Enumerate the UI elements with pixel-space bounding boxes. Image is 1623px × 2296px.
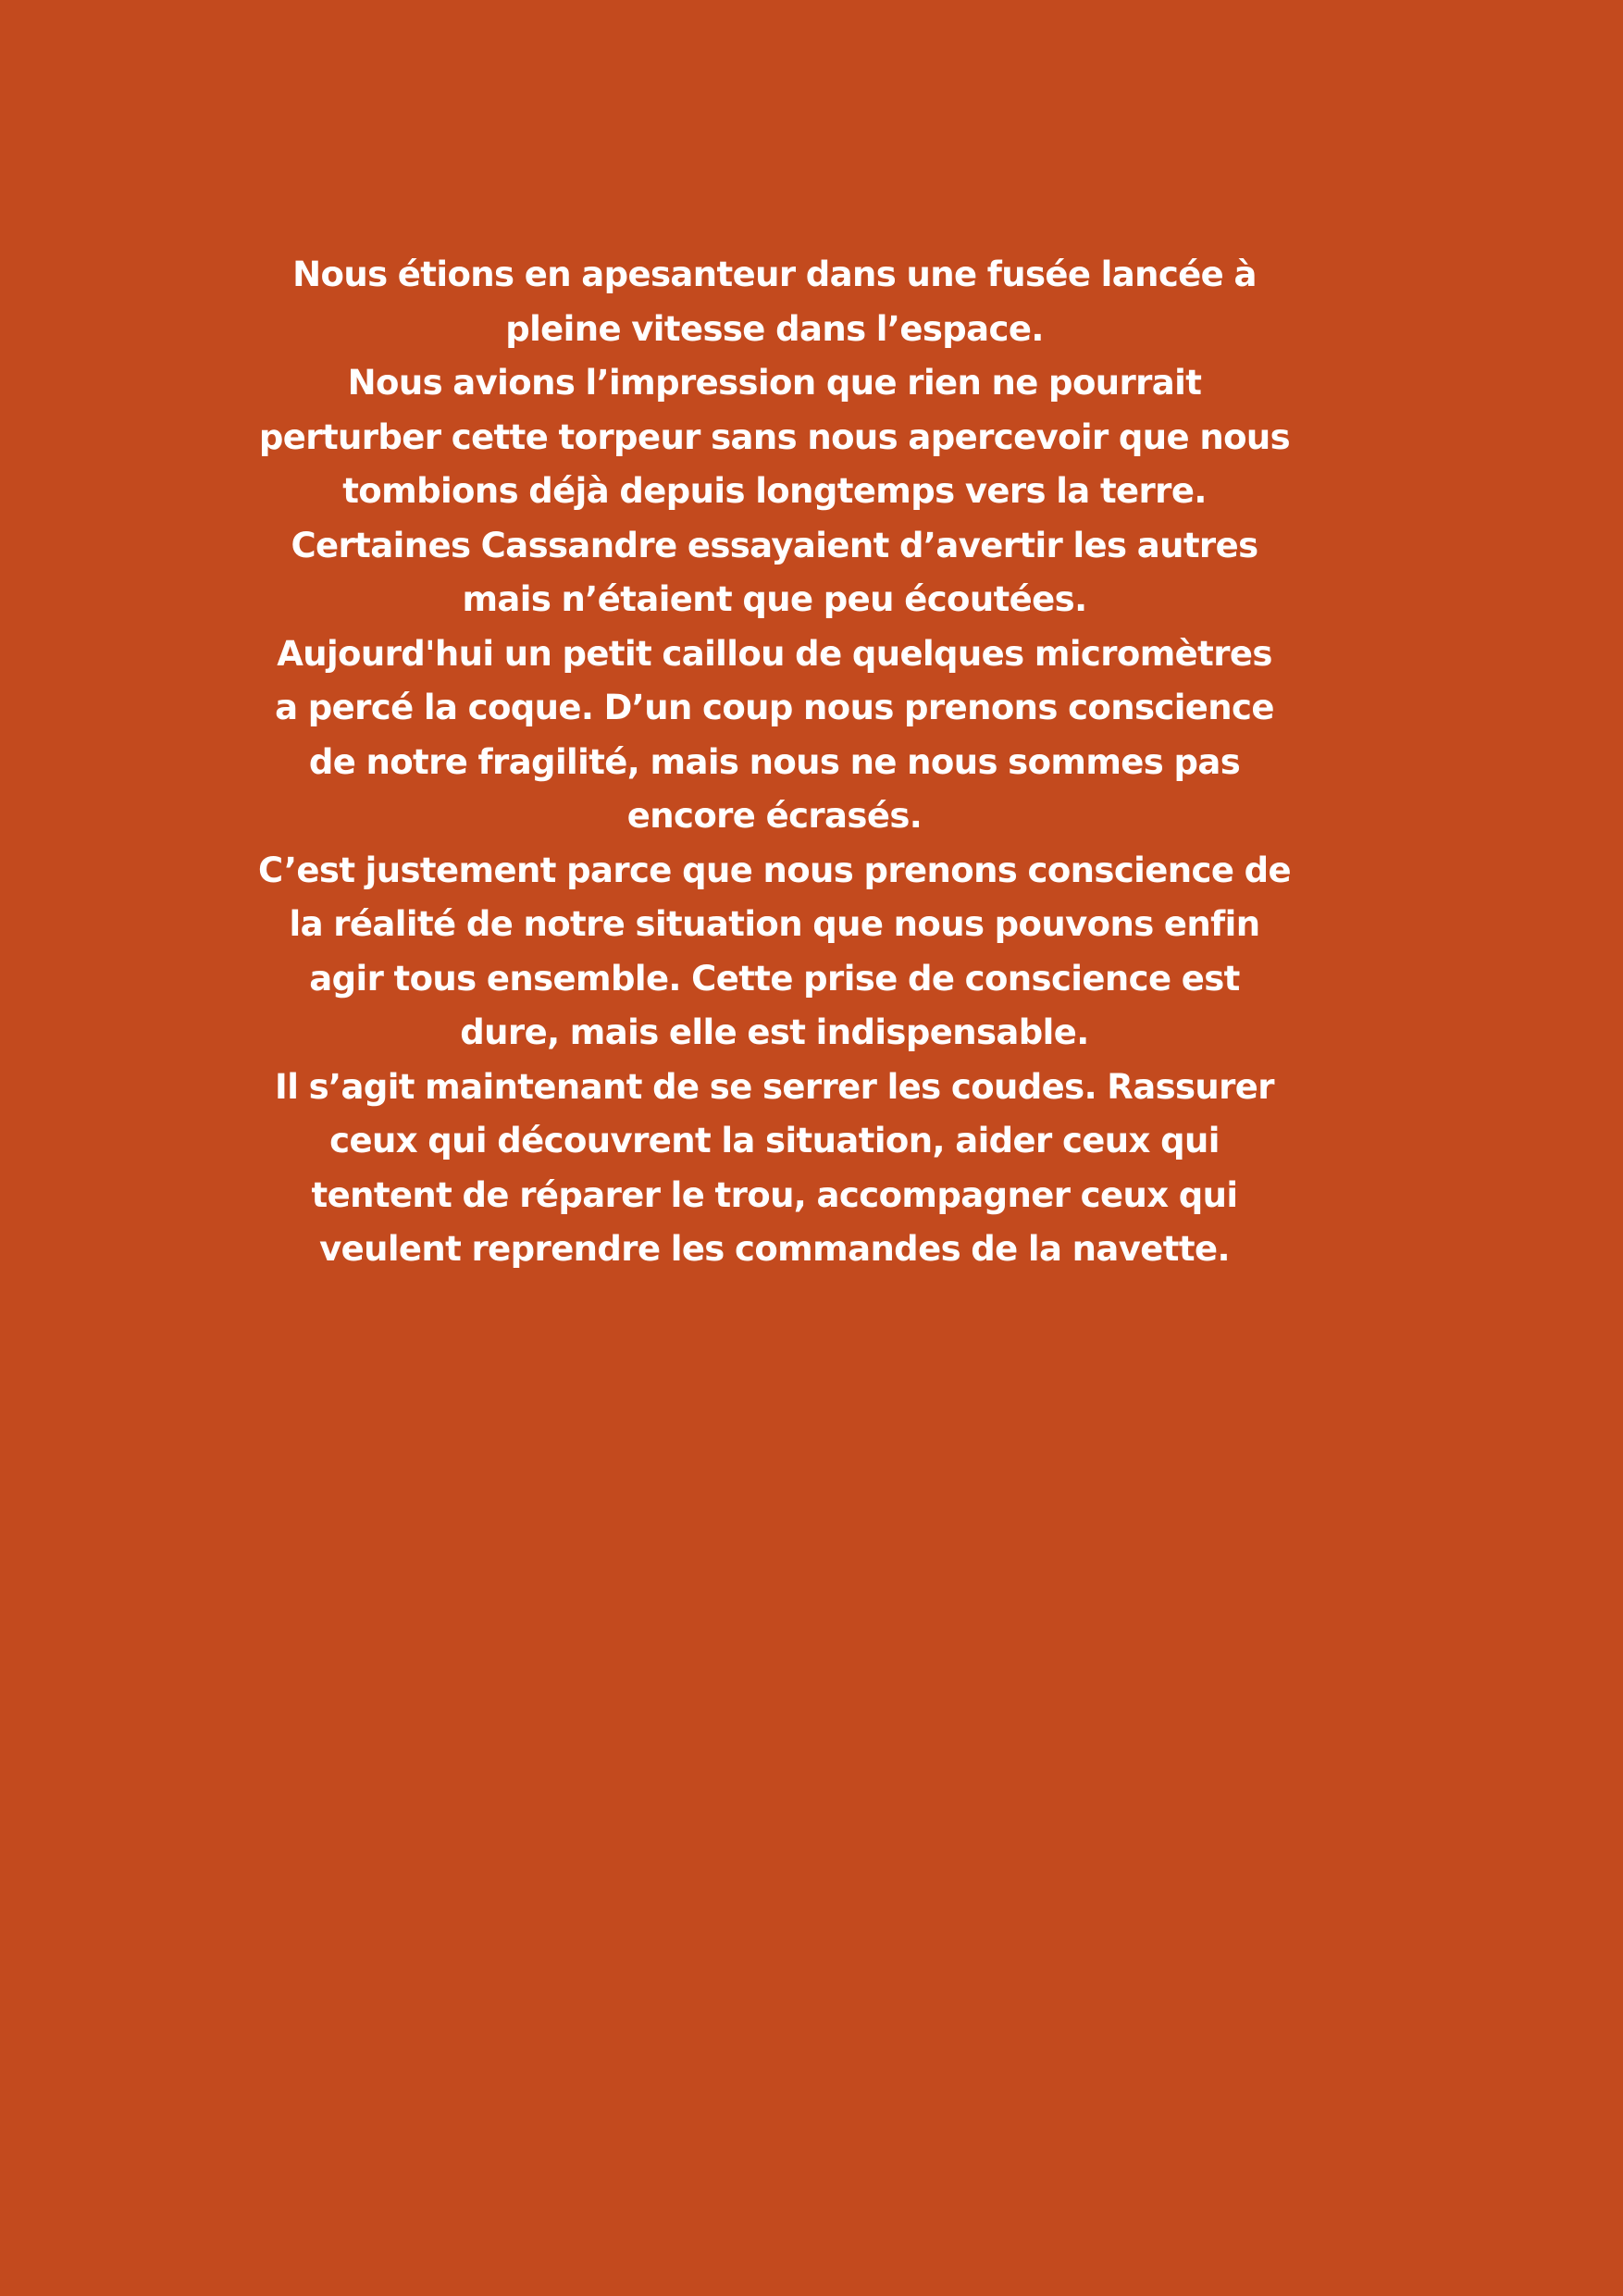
- text-line: Certaines Cassandre essayaient d’avertir les autres: [291, 525, 1258, 565]
- text-line: mais n’étaient que peu écoutées.: [462, 579, 1087, 619]
- text-line: agir tous ensemble. Cette prise de conscience est: [309, 958, 1240, 999]
- text-line: tombions déjà depuis longtemps vers la terre.: [342, 471, 1207, 511]
- text-line: Nous avions l’impression que rien ne pourrait: [347, 363, 1202, 403]
- text-line: C’est justement parce que nous prenons conscience de: [258, 850, 1291, 890]
- text-line: pleine vitesse dans l’espace.: [505, 308, 1044, 349]
- text-line: Aujourd'hui un petit caillou de quelques micromètres: [277, 633, 1272, 674]
- text-line: Il s’agit maintenant de se serrer les coudes. Rassurer: [275, 1066, 1274, 1107]
- text-line: tentent de réparer le trou, accompagner ceux qui: [311, 1174, 1238, 1215]
- text-line: a percé la coque. D’un coup nous prenons conscience: [275, 688, 1274, 727]
- text-line: perturber cette torpeur sans nous apercevoir que nous: [258, 416, 1291, 457]
- text-line: de notre fragilité, mais nous ne nous sommes pas: [308, 741, 1241, 782]
- text-line: Nous étions en apesanteur dans une fusée lancée à: [292, 254, 1257, 294]
- text-line: ceux qui découvrent la situation, aider ceux qui: [329, 1121, 1220, 1160]
- text-line: veulent reprendre les commandes de la navette.: [319, 1229, 1230, 1269]
- text-line: la réalité de notre situation que nous pouvons enfin: [289, 904, 1260, 944]
- text-line: dure, mais elle est indispensable.: [460, 1012, 1089, 1052]
- text-line: encore écrasés.: [626, 796, 923, 836]
- body-text: [233, 248, 1316, 1277]
